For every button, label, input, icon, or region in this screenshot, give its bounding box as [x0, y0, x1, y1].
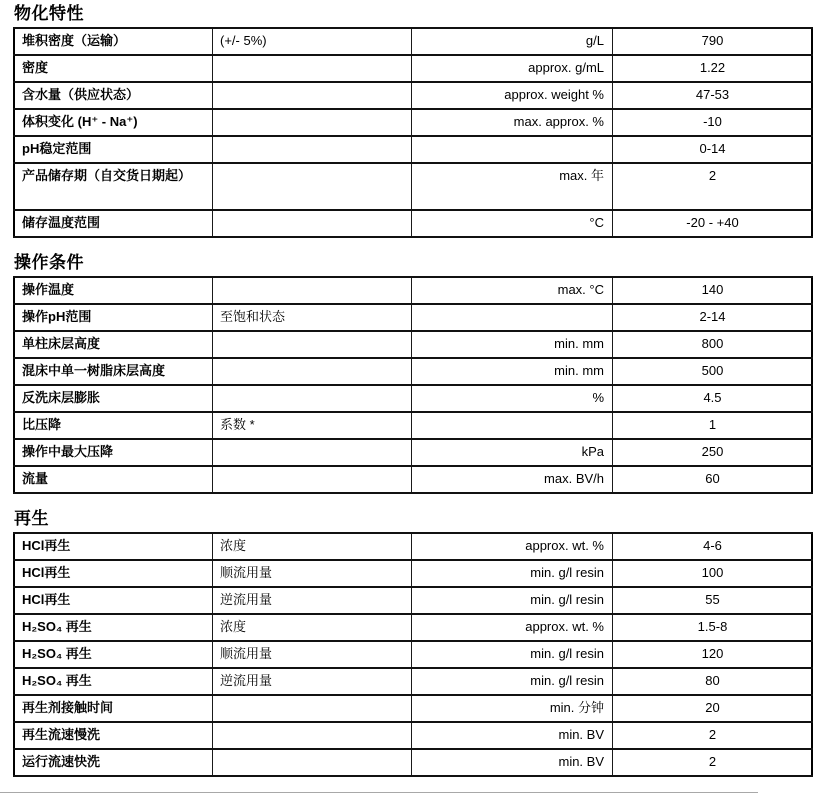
section-title: 物化特性 [14, 4, 84, 23]
table-row [14, 82, 812, 109]
cell-property-name: 产品储存期（自交货日期起） [14, 163, 213, 210]
cell-unit: min. BV [412, 749, 613, 776]
cell-unit [412, 136, 613, 163]
cell-property-name: 流量 [14, 466, 213, 493]
cell-value: 1 [613, 412, 813, 439]
cell-value: 790 [613, 28, 813, 55]
cell-property-name: 运行流速快洗 [14, 749, 213, 776]
cell-unit: max. approx. % [412, 109, 613, 136]
table-row [14, 695, 812, 722]
table-row [14, 163, 812, 210]
cell-value: 250 [613, 439, 813, 466]
table-row [14, 749, 812, 776]
cell-qualifier [213, 136, 412, 163]
cell-value: 47-53 [613, 82, 813, 109]
cell-unit: °C [412, 210, 613, 237]
cell-property-name: 反洗床层膨胀 [14, 385, 213, 412]
physical-chemical-properties-table [13, 27, 813, 238]
cell-property-name: 储存温度范围 [14, 210, 213, 237]
cell-property-name: 操作温度 [14, 277, 213, 304]
table-row [14, 722, 812, 749]
cell-unit: min. mm [412, 331, 613, 358]
section-regeneration [13, 509, 752, 777]
cell-property-name: 再生流速慢洗 [14, 722, 213, 749]
cell-qualifier: 顺流用量 [213, 641, 412, 668]
cell-value: -20 - +40 [613, 210, 813, 237]
cell-value: 0-14 [613, 136, 813, 163]
table-row [14, 136, 812, 163]
cell-property-name: HCl再生 [14, 560, 213, 587]
cell-qualifier [213, 277, 412, 304]
cell-value: -10 [613, 109, 813, 136]
cell-value: 60 [613, 466, 813, 493]
cell-value: 120 [613, 641, 813, 668]
regeneration-table [13, 532, 813, 777]
table-row [14, 210, 812, 237]
cell-property-name: 混床中单一树脂床层高度 [14, 358, 213, 385]
table-row [14, 439, 812, 466]
table-row [14, 587, 812, 614]
cell-qualifier [213, 695, 412, 722]
cell-unit: kPa [412, 439, 613, 466]
table-row [14, 533, 812, 560]
cell-qualifier: 浓度 [213, 614, 412, 641]
cell-qualifier [213, 749, 412, 776]
cell-value: 100 [613, 560, 813, 587]
cell-value: 2 [613, 163, 813, 210]
cell-value: 20 [613, 695, 813, 722]
table-row [14, 385, 812, 412]
cell-property-name: 体积变化 (H⁺ - Na⁺) [14, 109, 213, 136]
cell-qualifier [213, 385, 412, 412]
section-operating-conditions [13, 253, 752, 494]
cell-unit: min. g/l resin [412, 560, 613, 587]
table-row [14, 331, 812, 358]
cell-qualifier: (+/- 5%) [213, 28, 412, 55]
cell-qualifier [213, 358, 412, 385]
section-title: 操作条件 [14, 253, 84, 272]
cell-unit: max. 年 [412, 163, 613, 210]
table-row [14, 614, 812, 641]
cell-value: 4-6 [613, 533, 813, 560]
cell-qualifier: 顺流用量 [213, 560, 412, 587]
cell-property-name: 含水量（供应状态） [14, 82, 213, 109]
table-row [14, 641, 812, 668]
cell-unit: approx. g/mL [412, 55, 613, 82]
section-physical-chemical-properties [13, 4, 752, 238]
cell-property-name: 密度 [14, 55, 213, 82]
cell-property-name: 操作中最大压降 [14, 439, 213, 466]
cell-qualifier [213, 331, 412, 358]
cell-property-name: H₂SO₄ 再生 [14, 668, 213, 695]
cell-qualifier [213, 82, 412, 109]
table-row [14, 109, 812, 136]
operating-conditions-table [13, 276, 813, 494]
cell-qualifier: 至饱和状态 [213, 304, 412, 331]
cell-qualifier [213, 109, 412, 136]
cell-unit: min. g/l resin [412, 641, 613, 668]
cell-unit: % [412, 385, 613, 412]
cell-qualifier [213, 439, 412, 466]
cell-unit: approx. wt. % [412, 533, 613, 560]
cell-qualifier: 浓度 [213, 533, 412, 560]
cell-unit: approx. weight % [412, 82, 613, 109]
cell-unit: min. BV [412, 722, 613, 749]
cell-property-name: pH稳定范围 [14, 136, 213, 163]
cell-qualifier: 系数 * [213, 412, 412, 439]
table-row [14, 55, 812, 82]
cell-value: 500 [613, 358, 813, 385]
cell-qualifier [213, 722, 412, 749]
cell-unit: max. °C [412, 277, 613, 304]
table-row [14, 466, 812, 493]
cell-property-name: HCl再生 [14, 587, 213, 614]
cell-qualifier [213, 466, 412, 493]
table-row [14, 668, 812, 695]
cell-unit: min. mm [412, 358, 613, 385]
cell-qualifier [213, 55, 412, 82]
cell-unit: max. BV/h [412, 466, 613, 493]
cell-property-name: 比压降 [14, 412, 213, 439]
cell-value: 800 [613, 331, 813, 358]
cell-property-name: HCl再生 [14, 533, 213, 560]
cell-property-name: H₂SO₄ 再生 [14, 614, 213, 641]
cell-qualifier: 逆流用量 [213, 668, 412, 695]
cell-property-name: H₂SO₄ 再生 [14, 641, 213, 668]
cell-property-name: 再生剂接触时间 [14, 695, 213, 722]
cell-unit: min. g/l resin [412, 668, 613, 695]
table-row [14, 412, 812, 439]
cell-value: 4.5 [613, 385, 813, 412]
cell-unit: approx. wt. % [412, 614, 613, 641]
cell-value: 140 [613, 277, 813, 304]
cell-qualifier [213, 163, 412, 210]
cell-value: 55 [613, 587, 813, 614]
cell-value: 2-14 [613, 304, 813, 331]
cell-value: 1.5-8 [613, 614, 813, 641]
table-row [14, 277, 812, 304]
table-row [14, 560, 812, 587]
cell-value: 2 [613, 722, 813, 749]
table-row [14, 304, 812, 331]
section-title: 再生 [14, 509, 49, 528]
cell-unit: min. g/l resin [412, 587, 613, 614]
cell-qualifier [213, 210, 412, 237]
cell-value: 1.22 [613, 55, 813, 82]
cell-value: 80 [613, 668, 813, 695]
cell-unit: g/L [412, 28, 613, 55]
cell-unit [412, 412, 613, 439]
cell-unit: min. 分钟 [412, 695, 613, 722]
cell-property-name: 单柱床层高度 [14, 331, 213, 358]
table-row [14, 358, 812, 385]
cell-unit [412, 304, 613, 331]
table-row [14, 28, 812, 55]
cell-value: 2 [613, 749, 813, 776]
cell-qualifier: 逆流用量 [213, 587, 412, 614]
cell-property-name: 操作pH范围 [14, 304, 213, 331]
cell-property-name: 堆积密度（运输） [14, 28, 213, 55]
